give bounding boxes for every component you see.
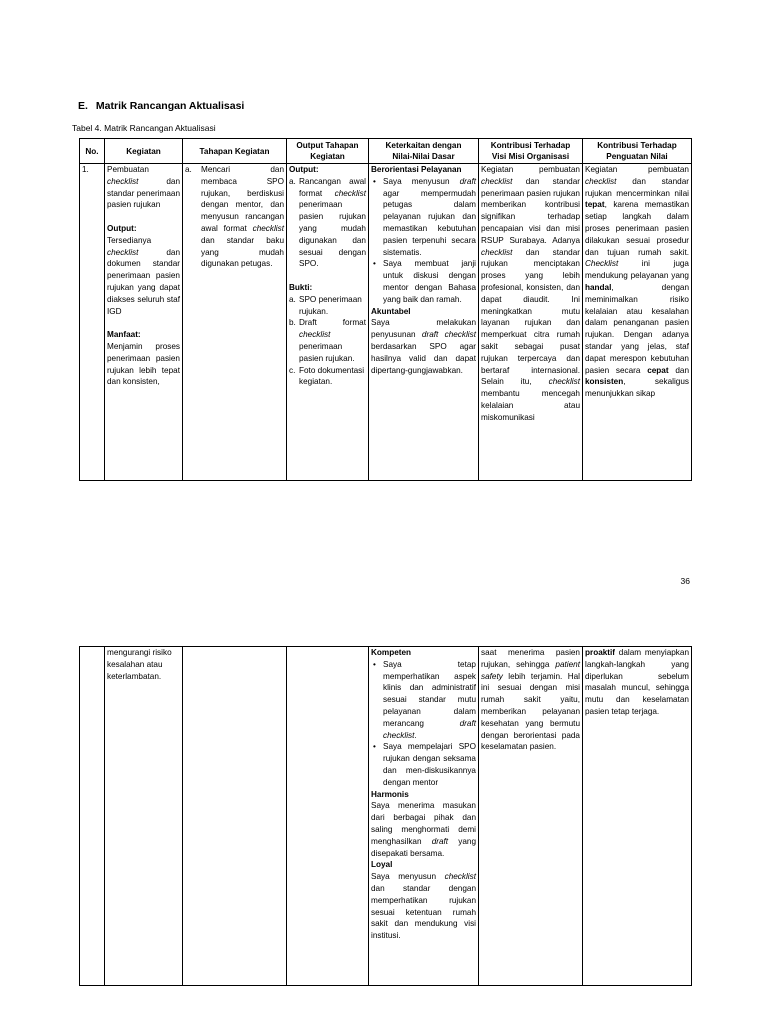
header-tahapan-kegiatan: Tahapan Kegiatan xyxy=(183,139,287,164)
cell-kegiatan: Pembuatan checklist dan standar penerimaan pasien rujukan Output: Tersedianya checklist dan dokumen standar penerimaan pasien rujukan yang dapat diakses seluruh staf IGD Manfaat: Menjamin proses penerimaan pasien rujukan lebih tepat dan konsisten, xyxy=(105,164,183,481)
actualization-matrix-table xyxy=(79,138,692,481)
cell-kontribusi-penguatan-nilai: Kegiatan pembuatan checklist dan standar rujukan mencerminkan nilai tepat, karena memastikan setiap langkah dalam proses penerimaan pasien dilakukan sesuai prosedur dan tujuan rumah sakit. Checklist ini juga mendukung pelayanan yang handal, dengan meminimalkan risiko kelalaian atau kesalahan dalam penanganan pasien rujukan. Dengan adanya standar yang jelas, staf dapat merespon kebutuhan pasien secara cepat dan konsisten, sekaligus menunjukkan sikap xyxy=(583,164,692,481)
table-caption: Tabel 4. Matrik Rancangan Aktualisasi xyxy=(72,123,216,133)
header-keterkaitan-nilai: Keterkaitan dengan Nilai-Nilai Dasar xyxy=(369,139,479,164)
header-kegiatan: Kegiatan xyxy=(105,139,183,164)
cell-tahapan-kegiatan: a. Mencari dan membaca SPO rujukan, berdiskusi dengan mentor, dan menyusun rancangan awal format checklist dan standar baku yang mudah digunakan petugas. xyxy=(183,164,287,481)
header-kontribusi-penguatan-nilai: Kontribusi Terhadap Penguatan Nilai xyxy=(583,139,692,164)
section-letter: E. xyxy=(78,100,88,112)
cell-kontribusi-visi-misi: Kegiatan pembuatan checklist dan standar penerimaan pasien rujukan memberikan kontribusi signifikan terhadap pencapaian visi dan misi RSUP Surabaya. Adanya checklist dan standar rujukan menciptakan proses yang lebih profesional, konsisten, dan dapat diaudit. Ini meningkatkan mutu layanan rujukan dan memperkuat citra rumah sakit sebagai pusat rujukan terpercaya dan bertaraf internasional. Selain itu, checklist membantu mencegah kelalaian atau miskomunikasi xyxy=(479,164,583,481)
cell-kegiatan: mengurangi risiko kesalahan atau keterlambatan. xyxy=(105,647,183,986)
section-heading xyxy=(78,100,244,112)
output-label: Output: xyxy=(107,223,137,233)
cell-no: 1. xyxy=(80,164,105,481)
table-row xyxy=(80,164,692,481)
header-kontribusi-visi-misi: Kontribusi Terhadap Visi Misi Organisasi xyxy=(479,139,583,164)
cell-kontribusi-penguatan-nilai: proaktif dalam menyiapkan langkah-langkah yang diperlukan sebelum masalah muncul, sehingga mutu dan keselamatan pasien tetap terjaga. xyxy=(583,647,692,986)
actualization-matrix-table-continued xyxy=(79,646,692,986)
cell-kontribusi-visi-misi: saat menerima pasien rujukan, sehingga patient safety lebih terjamin. Hal ini sesuai dengan misi rumah sakit yaitu, memberikan pelayanan kesehatan yang bermutu dengan berorientasi pada keselamatan pasien. xyxy=(479,647,583,986)
header-output-tahapan: Output Tahapan Kegiatan xyxy=(287,139,369,164)
page-number: 36 xyxy=(680,576,690,586)
cell-output-tahapan: Output: a. Rancangan awal format checklist penerimaan pasien rujukan yang mudah digunakan dan sesuai dengan SPO. Bukti: a. SPO penerimaan rujukan. b. Draft format checklist penerimaan pasien rujukan. c. Foto dokumentasi kegiatan. xyxy=(287,164,369,481)
table-row xyxy=(80,647,692,986)
cell-output-tahapan xyxy=(287,647,369,986)
cell-no xyxy=(80,647,105,986)
cell-tahapan-kegiatan xyxy=(183,647,287,986)
cell-keterkaitan-nilai: Berorientasi Pelayanan • Saya menyusun draft agar mempermudah petugas dalam pelayanan rujukan dan memastikan kebutuhan pasien terpenuhi secara sistematis. • Saya membuat janji untuk diskusi dengan mentor dengan Bahasa yang baik dan ramah. Akuntabel Saya melakukan penyusunan draft checklist berdasarkan SPO agar hasilnya valid dan dapat dipertang-gungjawabkan. xyxy=(369,164,479,481)
table-header-row xyxy=(80,139,692,164)
manfaat-label: Manfaat: xyxy=(107,330,141,340)
cell-keterkaitan-nilai: Kompeten • Saya tetap memperhatikan aspek klinis dan administratif sesuai standar mutu pelayanan dalam merancang draft checklist. • Saya mempelajari SPO rujukan dengan seksama dan men-diskusikannya dengan mentor Harmonis Saya menerima masukan dari berbagai pihak dan saling menghormati demi menghasilkan draft yang disepakati bersama. Loyal Saya menyusun checklist dan standar dengan memperhatikan rujukan sesuai ketentuan rumah sakit dan mendukung visi institusi. xyxy=(369,647,479,986)
section-title: Matrik Rancangan Aktualisasi xyxy=(95,100,245,112)
header-no: No. xyxy=(80,139,105,164)
